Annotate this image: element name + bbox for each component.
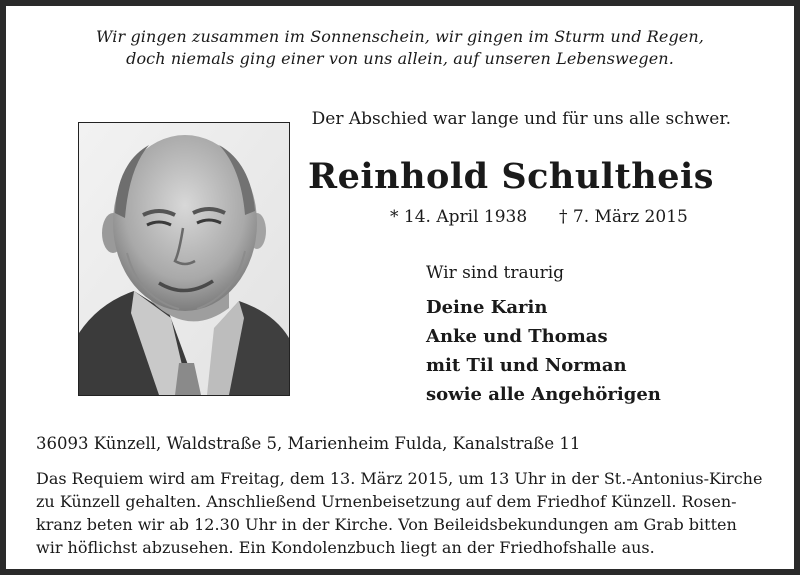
- mourner-item: Deine Karin: [426, 297, 548, 318]
- mourner-item: mit Til und Norman: [426, 355, 627, 376]
- requiem-paragraph: [36, 467, 762, 559]
- requiem-line-3: kranz beten wir ab 12.30 Uhr in der Kirche. Von Beileidsbekundungen am Grab bitten: [36, 515, 737, 534]
- requiem-line-4: wir höflichst abzusehen. Ein Kondolenzbuch liegt an der Friedhofshalle aus.: [36, 538, 655, 557]
- deceased-name: Reinhold Schultheis: [307, 156, 714, 197]
- requiem-line-2: zu Künzell gehalten. Anschließend Urnenbeisetzung auf dem Friedhof Künzell. Rosen-: [36, 492, 737, 511]
- mourner-item: Anke und Thomas: [426, 326, 608, 347]
- grief-statement: Wir sind traurig: [426, 263, 565, 283]
- poem-line-2: doch niemals ging einer von uns allein, auf unseren Lebenswegen.: [126, 49, 674, 68]
- portrait-photo: [78, 122, 290, 396]
- address-line: 36093 Künzell, Waldstraße 5, Marienheim Fulda, Kanalstraße 11: [36, 434, 581, 453]
- mourner-item: sowie alle Angehörigen: [426, 384, 661, 405]
- memorial-poem: [6, 26, 794, 70]
- death-date: † 7. März 2015: [559, 207, 688, 227]
- farewell-text: Der Abschied war lange und für uns alle schwer.: [311, 109, 731, 129]
- birth-date: * 14. April 1938: [390, 207, 528, 227]
- poem-line-1: Wir gingen zusammen im Sonnenschein, wir gingen im Sturm und Regen,: [96, 27, 704, 46]
- mourners-list: [426, 293, 661, 409]
- requiem-line-1: Das Requiem wird am Freitag, dem 13. März 2015, um 13 Uhr in der St.-Antonius-Kirche: [36, 469, 763, 488]
